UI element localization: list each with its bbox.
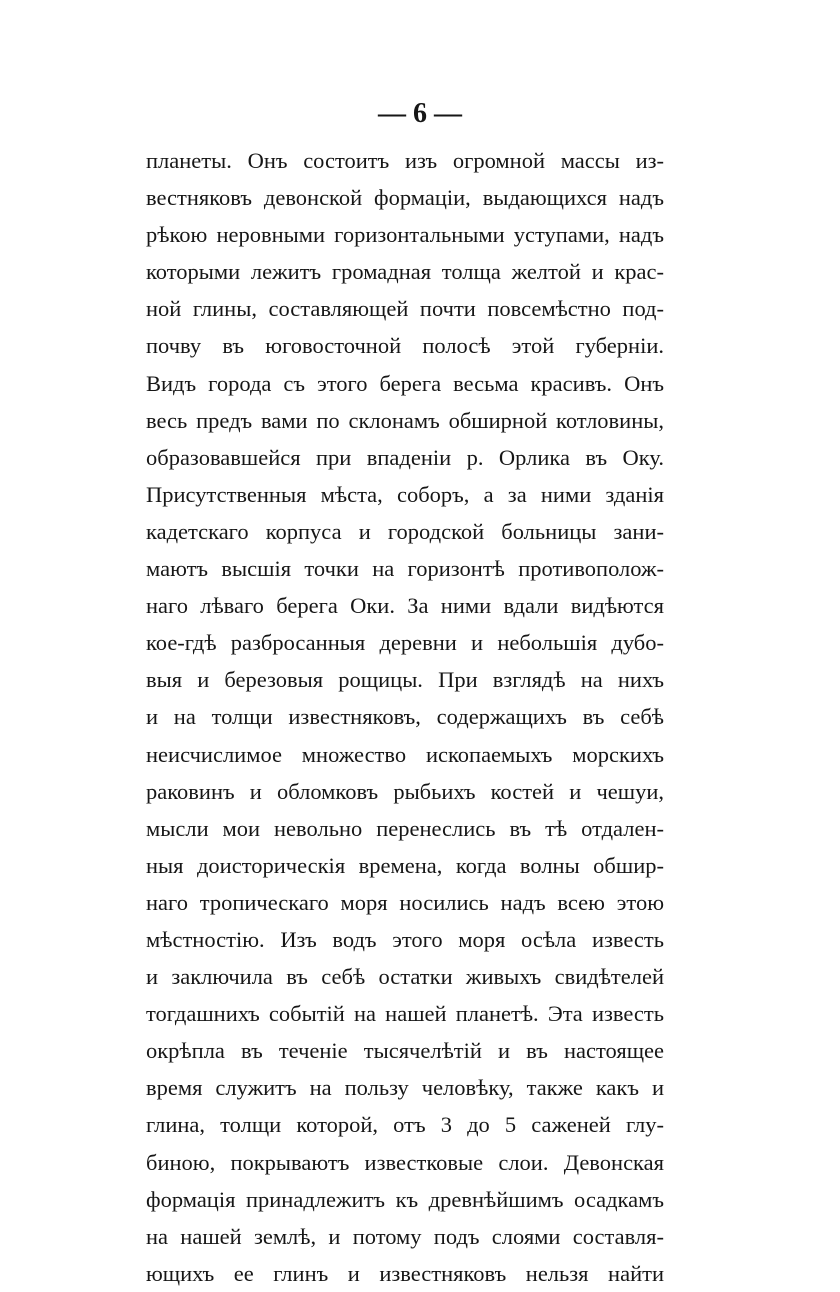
text-line: формація принадлежитъ къ древнѣйшимъ осадкамъ xyxy=(146,1186,664,1212)
page-number: — 6 — xyxy=(378,98,462,129)
text-line: наго лѣваго берега Оки. За ними вдали видѣются xyxy=(146,593,664,619)
text-line: раковинъ и обломковъ рыбьихъ костей и чешуи, xyxy=(146,778,664,804)
text-line: мысли мои невольно перенеслись въ тѣ отдален- xyxy=(146,815,664,841)
text-line: ющихъ ее глинъ и известняковъ нельзя найти xyxy=(146,1260,664,1286)
text-line: рѣкою неровными горизонтальными уступами, надъ xyxy=(146,222,664,248)
text-line: наго тропическаго моря носились надъ всею этою xyxy=(146,889,664,915)
text-line: вестняковъ девонской формаціи, выдающихся надъ xyxy=(146,185,664,211)
text-line: биною, покрываютъ известковые слои. Девонская xyxy=(146,1149,664,1175)
text-line: кадетскаго корпуса и городской больницы зани- xyxy=(146,518,664,544)
text-line: образовавшейся при впаденіи р. Орлика въ Оку. xyxy=(146,444,664,470)
text-line: глина, толщи которой, отъ 3 до 5 саженей глу- xyxy=(146,1112,664,1138)
text-line: кое-гдѣ разбросанныя деревни и небольшія дубо- xyxy=(146,630,664,656)
text-line: неисчислимое множество ископаемыхъ морскихъ xyxy=(146,741,664,767)
text-line: которыми лежитъ громадная толща желтой и крас- xyxy=(146,259,664,285)
text-line: ныя доисторическія времена, когда волны обшир- xyxy=(146,852,664,878)
text-line: на нашей землѣ, и потому подъ слоями составля- xyxy=(146,1223,664,1249)
text-line: планеты. Онъ состоитъ изъ огромной массы из- xyxy=(146,148,664,173)
text-line: Присутственныя мѣста, соборъ, а за ними зданія xyxy=(146,481,664,507)
text-line: весь предъ вами по склонамъ обширной котловины, xyxy=(146,407,664,433)
text-line: окрѣпла въ теченіе тысячелѣтій и въ настоящее xyxy=(146,1038,664,1064)
text-line: и заключила въ себѣ остатки живыхъ свидѣтелей xyxy=(146,964,664,990)
text-line: маютъ высшія точки на горизонтѣ противополож- xyxy=(146,556,664,582)
text-line: время служитъ на пользу человѣку, также какъ и xyxy=(146,1075,664,1101)
text-line: Видъ города съ этого берега весьма красивъ. Онъ xyxy=(146,370,664,396)
text-line: ной глины, составляющей почти повсемѣстно под- xyxy=(146,296,664,322)
text-line: тогдашнихъ событій на нашей планетѣ. Эта известь xyxy=(146,1001,664,1027)
text-line: выя и березовыя рощицы. При взглядѣ на нихъ xyxy=(146,667,664,693)
body-text xyxy=(146,142,664,1292)
text-line: мѣстностію. Изъ водъ этого моря осѣла известь xyxy=(146,926,664,952)
text-line: и на толщи известняковъ, содержащихъ въ себѣ xyxy=(146,704,664,730)
text-line: почву въ юговосточной полосѣ этой губерніи. xyxy=(146,333,664,359)
